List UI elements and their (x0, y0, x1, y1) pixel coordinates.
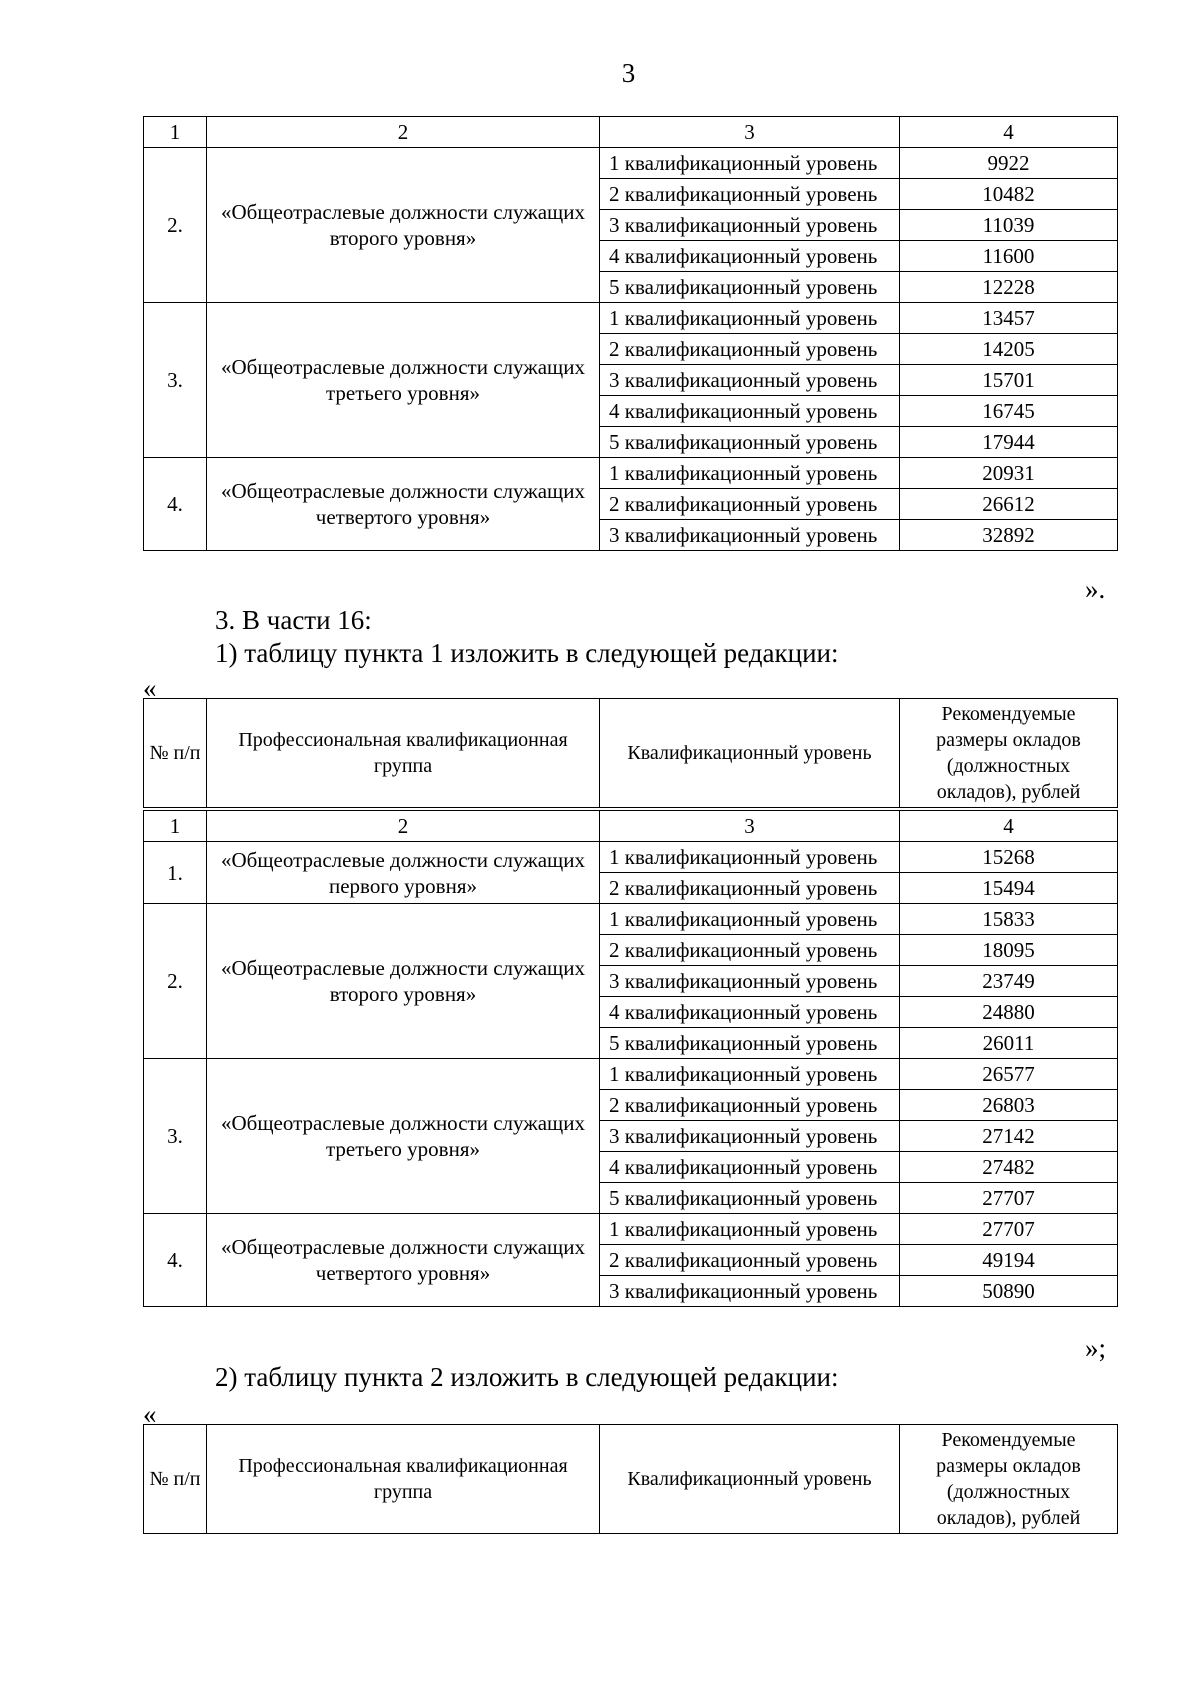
salary-value: 11039 (900, 210, 1118, 241)
salary-value: 27482 (900, 1152, 1118, 1183)
row-number: 3. (144, 303, 207, 458)
group-name: «Общеотраслевые должности служащих четвертого уровня» (207, 1214, 600, 1307)
paragraph-item-2: 2) таблицу пункта 2 изложить в следующей редакции: (215, 1362, 839, 1392)
header-group: Профессиональная квалификационная группа (207, 1425, 600, 1534)
salary-value: 27707 (900, 1183, 1118, 1214)
column-number: 2 (207, 117, 600, 148)
qualification-level: 1 квалификационный уровень (600, 303, 900, 334)
header-salary: Рекомендуемые размеры окладов (должностных окладов), рублей (900, 699, 1118, 808)
salary-value: 14205 (900, 334, 1118, 365)
qualification-level: 3 квалификационный уровень (600, 210, 900, 241)
qualification-level: 2 квалификационный уровень (600, 1090, 900, 1121)
qualification-level: 4 квалификационный уровень (600, 997, 900, 1028)
table-row (144, 148, 1118, 179)
qualification-level: 2 квалификационный уровень (600, 935, 900, 966)
salary-value: 27142 (900, 1121, 1118, 1152)
qualification-level: 1 квалификационный уровень (600, 458, 900, 489)
salary-value: 12228 (900, 272, 1118, 303)
column-number: 1 (144, 117, 207, 148)
qualification-level: 1 квалификационный уровень (600, 148, 900, 179)
header-num: № п/п (144, 699, 207, 808)
header-salary: Рекомендуемые размеры окладов (должностных окладов), рублей (900, 1425, 1118, 1534)
page-number: 3 (621, 58, 636, 88)
opening-quote: « (143, 1399, 157, 1429)
salary-value: 26612 (900, 489, 1118, 520)
qualification-level: 3 квалификационный уровень (600, 365, 900, 396)
salary-value: 24880 (900, 997, 1118, 1028)
qualification-level: 2 квалификационный уровень (600, 489, 900, 520)
row-number: 2. (144, 148, 207, 303)
salary-value: 17944 (900, 427, 1118, 458)
qualification-level: 5 квалификационный уровень (600, 1183, 900, 1214)
column-number: 4 (900, 811, 1118, 842)
table-header (143, 698, 1118, 808)
salary-value: 16745 (900, 396, 1118, 427)
table-row (144, 904, 1118, 935)
row-number: 3. (144, 1059, 207, 1214)
column-number: 3 (600, 117, 900, 148)
qualification-level: 4 квалификационный уровень (600, 1152, 900, 1183)
table-row (144, 842, 1118, 873)
header-num: № п/п (144, 1425, 207, 1534)
qualification-level: 1 квалификационный уровень (600, 904, 900, 935)
row-number: 4. (144, 1214, 207, 1307)
qualification-level: 2 квалификационный уровень (600, 873, 900, 904)
table-row (144, 1059, 1118, 1090)
qualification-level: 3 квалификационный уровень (600, 966, 900, 997)
qualification-level: 1 квалификационный уровень (600, 1214, 900, 1245)
salary-value: 49194 (900, 1245, 1118, 1276)
table-header (143, 1424, 1118, 1534)
table-row (144, 1214, 1118, 1245)
column-number: 4 (900, 117, 1118, 148)
salary-table-item-1 (143, 810, 1118, 1307)
salary-value: 23749 (900, 966, 1118, 997)
salary-value: 26577 (900, 1059, 1118, 1090)
salary-value: 11600 (900, 241, 1118, 272)
salary-value: 9922 (900, 148, 1118, 179)
paragraph-part-16: 3. В части 16: (215, 605, 372, 635)
closing-quote: »; (1085, 1333, 1107, 1363)
qualification-level: 4 квалификационный уровень (600, 241, 900, 272)
group-name: «Общеотраслевые должности служащих второго уровня» (207, 904, 600, 1059)
group-name: «Общеотраслевые должности служащих третьего уровня» (207, 303, 600, 458)
paragraph-item-1: 1) таблицу пункта 1 изложить в следующей редакции: (215, 638, 839, 668)
header-level: Квалификационный уровень (600, 699, 900, 808)
salary-value: 18095 (900, 935, 1118, 966)
header-group: Профессиональная квалификационная группа (207, 699, 600, 808)
group-name: «Общеотраслевые должности служащих третьего уровня» (207, 1059, 600, 1214)
salary-value: 27707 (900, 1214, 1118, 1245)
opening-quote: « (143, 673, 157, 703)
group-name: «Общеотраслевые должности служащих первого уровня» (207, 842, 600, 904)
column-number: 2 (207, 811, 600, 842)
qualification-level: 3 квалификационный уровень (600, 520, 900, 551)
qualification-level: 5 квалификационный уровень (600, 272, 900, 303)
closing-quote: ». (1085, 574, 1106, 604)
qualification-level: 3 квалификационный уровень (600, 1121, 900, 1152)
qualification-level: 2 квалификационный уровень (600, 334, 900, 365)
salary-value: 32892 (900, 520, 1118, 551)
header-level: Квалификационный уровень (600, 1425, 900, 1534)
qualification-level: 2 квалификационный уровень (600, 179, 900, 210)
salary-value: 15494 (900, 873, 1118, 904)
row-number: 4. (144, 458, 207, 551)
column-number: 1 (144, 811, 207, 842)
group-name: «Общеотраслевые должности служащих четвертого уровня» (207, 458, 600, 551)
salary-value: 13457 (900, 303, 1118, 334)
qualification-level: 2 квалификационный уровень (600, 1245, 900, 1276)
qualification-level: 1 квалификационный уровень (600, 1059, 900, 1090)
salary-value: 26011 (900, 1028, 1118, 1059)
row-number: 1. (144, 842, 207, 904)
group-name: «Общеотраслевые должности служащих второго уровня» (207, 148, 600, 303)
table-row (144, 458, 1118, 489)
qualification-level: 4 квалификационный уровень (600, 396, 900, 427)
salary-value: 20931 (900, 458, 1118, 489)
column-number: 3 (600, 811, 900, 842)
qualification-level: 3 квалификационный уровень (600, 1276, 900, 1307)
salary-value: 50890 (900, 1276, 1118, 1307)
table-row (144, 303, 1118, 334)
salary-value: 15701 (900, 365, 1118, 396)
row-number: 2. (144, 904, 207, 1059)
qualification-level: 5 квалификационный уровень (600, 427, 900, 458)
salary-value: 26803 (900, 1090, 1118, 1121)
qualification-level: 5 квалификационный уровень (600, 1028, 900, 1059)
salary-value: 15833 (900, 904, 1118, 935)
salary-value: 15268 (900, 842, 1118, 873)
salary-value: 10482 (900, 179, 1118, 210)
qualification-level: 1 квалификационный уровень (600, 842, 900, 873)
salary-table-continued (143, 116, 1118, 551)
column-number-row (144, 811, 1118, 842)
column-number-row (144, 117, 1118, 148)
